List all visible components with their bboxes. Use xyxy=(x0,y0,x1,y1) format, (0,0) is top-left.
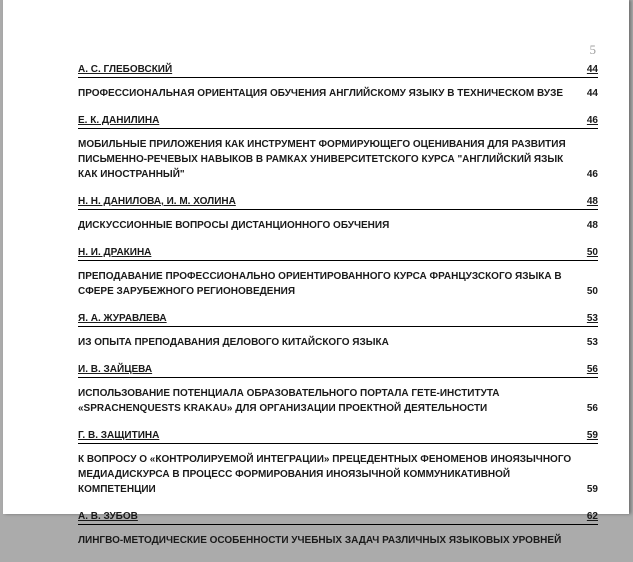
toc-author-page: 53 xyxy=(586,313,598,324)
toc-author: Н. Н. ДАНИЛОВА, И. М. ХОЛИНА xyxy=(78,196,236,207)
toc-title: МОБИЛЬНЫЕ ПРИЛОЖЕНИЯ КАК ИНСТРУМЕНТ ФОРМИРУЮЩЕГО ОЦЕНИВАНИЯ ДЛЯ РАЗВИТИЯ ПИСЬМЕННО-РЕЧЕВЫХ НАВЫКОВ В РАМКАХ УНИВЕРСИТЕТСКОГО КУРСА "АНГЛИЙСКИЙ ЯЗЫК КАК ИНОСТРАННЫЙ" xyxy=(78,139,566,180)
toc-title-page: 59 xyxy=(586,484,598,495)
toc-title: ЛИНГВО-МЕТОДИЧЕСКИЕ ОСОБЕННОСТИ УЧЕБНЫХ ЗАДАЧ РАЗЛИЧНЫХ ЯЗЫКОВЫХ УРОВНЕЙ xyxy=(78,535,562,546)
table-of-contents xyxy=(78,64,598,562)
toc-entry xyxy=(78,430,598,497)
toc-author: Н. И. ДРАКИНА xyxy=(78,247,152,258)
toc-title: ПРЕПОДАВАНИЕ ПРОФЕССИОНАЛЬНО ОРИЕНТИРОВАННОГО КУРСА ФРАНЦУЗСКОГО ЯЗЫКА В СФЕРЕ ЗАРУБЕЖНОГО РЕГИОНОВЕДЕНИЯ xyxy=(78,271,562,297)
toc-title-row[interactable] xyxy=(78,269,598,299)
toc-title: ИЗ ОПЫТА ПРЕПОДАВАНИЯ ДЕЛОВОГО КИТАЙСКОГО ЯЗЫКА xyxy=(78,337,389,348)
toc-entry xyxy=(78,364,598,416)
toc-title-row[interactable] xyxy=(78,452,598,497)
toc-title-page: 53 xyxy=(586,337,598,348)
toc-entry xyxy=(78,64,598,101)
toc-title-page: 56 xyxy=(586,403,598,414)
toc-title-page: 50 xyxy=(586,286,598,297)
toc-entry xyxy=(78,196,598,233)
toc-author-page: 62 xyxy=(586,511,598,522)
toc-entry xyxy=(78,115,598,182)
toc-author-row[interactable] xyxy=(78,430,598,444)
toc-title: ПРОФЕССИОНАЛЬНАЯ ОРИЕНТАЦИЯ ОБУЧЕНИЯ АНГЛИЙСКОМУ ЯЗЫКУ В ТЕХНИЧЕСКОМ ВУЗЕ xyxy=(78,88,564,99)
toc-author: А. С. ГЛЕБОВСКИЙ xyxy=(78,64,173,75)
toc-title: ДИСКУССИОННЫЕ ВОПРОСЫ ДИСТАНЦИОННОГО ОБУЧЕНИЯ xyxy=(78,220,390,231)
document-page xyxy=(3,0,629,546)
toc-title-row[interactable] xyxy=(78,86,598,101)
page-number: 5 xyxy=(589,42,596,57)
toc-title-row[interactable] xyxy=(78,218,598,233)
toc-author-row[interactable] xyxy=(78,247,598,261)
toc-author-page: 44 xyxy=(586,64,598,75)
toc-author-row[interactable] xyxy=(78,313,598,327)
toc-author-page: 59 xyxy=(586,430,598,441)
toc-title-row[interactable] xyxy=(78,533,598,548)
toc-author: Е. К. ДАНИЛИНА xyxy=(78,115,160,126)
toc-title: К ВОПРОСУ О «КОНТРОЛИРУЕМОЙ ИНТЕГРАЦИИ» ПРЕЦЕДЕНТНЫХ ФЕНОМЕНОВ ИНОЯЗЫЧНОГО МЕДИАДИСКУРСА В ПРОЦЕСС ФОРМИРОВАНИЯ ИНОЯЗЫЧНОЙ КОММУНИКАТИВНОЙ КОМПЕТЕНЦИИ xyxy=(78,454,572,495)
toc-title-page: 44 xyxy=(586,88,598,99)
toc-title-page: 46 xyxy=(586,169,598,180)
toc-title: ИСПОЛЬЗОВАНИЕ ПОТЕНЦИАЛА ОБРАЗОВАТЕЛЬНОГО ПОРТАЛА ГЕТЕ-ИНСТИТУТА «SPRACHENQUESTS KRAKAU» ДЛЯ ОРГАНИЗАЦИИ ПРОЕКТНОЙ ДЕЯТЕЛЬНОСТИ xyxy=(78,388,500,414)
toc-author-row[interactable] xyxy=(78,115,598,129)
toc-title-page: 48 xyxy=(586,220,598,231)
toc-author-row[interactable] xyxy=(78,511,598,525)
toc-author-page: 48 xyxy=(586,196,598,207)
toc-entry xyxy=(78,313,598,350)
toc-title-row[interactable] xyxy=(78,137,598,182)
toc-author: И. В. ЗАЙЦЕВА xyxy=(78,364,153,375)
toc-author: А. В. ЗУБОВ xyxy=(78,511,138,522)
toc-author: Я. А. ЖУРАВЛЕВА xyxy=(78,313,167,324)
toc-entry xyxy=(78,511,598,548)
toc-author: Г. В. ЗАЩИТИНА xyxy=(78,430,160,441)
toc-author-page: 46 xyxy=(586,115,598,126)
toc-title-row[interactable] xyxy=(78,386,598,416)
toc-entry xyxy=(78,247,598,299)
toc-author-page: 50 xyxy=(586,247,598,258)
toc-author-row[interactable] xyxy=(78,64,598,78)
toc-author-page: 56 xyxy=(586,364,598,375)
toc-author-row[interactable] xyxy=(78,364,598,378)
toc-author-row[interactable] xyxy=(78,196,598,210)
toc-title-row[interactable] xyxy=(78,335,598,350)
